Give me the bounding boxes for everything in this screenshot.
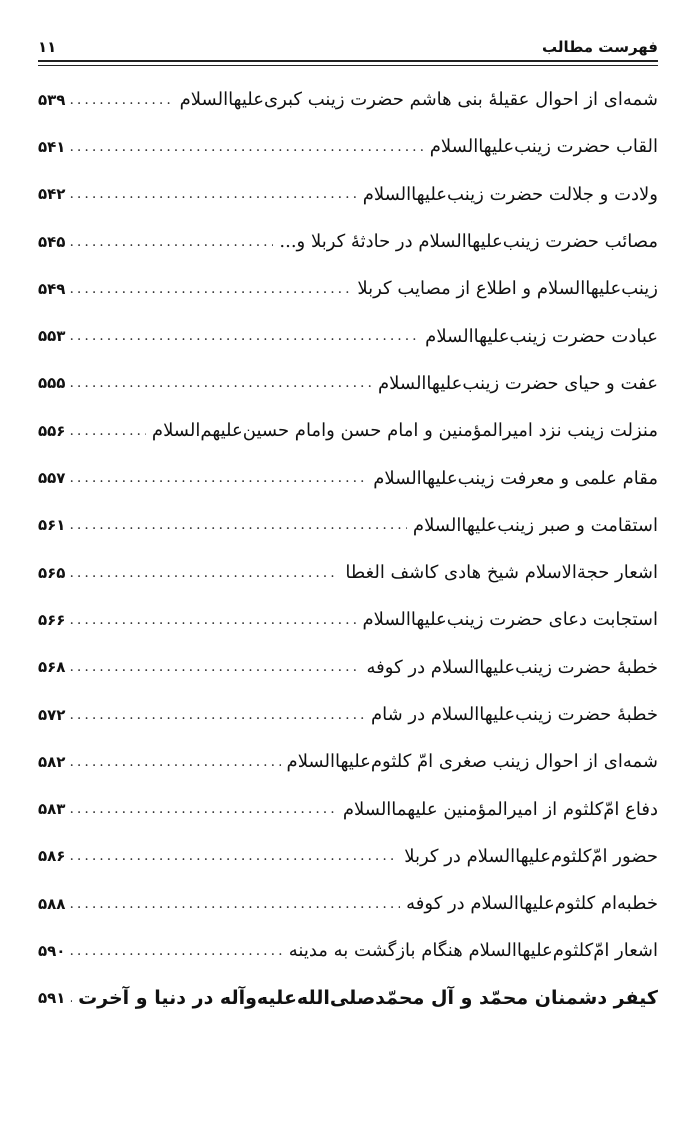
header-page-number: ۱۱ [38,38,57,56]
toc-dot-leader [69,943,282,959]
toc-entry [38,785,658,832]
toc-entry-page: ۵۸۸ [38,894,66,913]
toc-entry-page: ۵۸۶ [38,847,66,866]
header-title: فهرست مطالب [542,38,658,56]
toc-entry-page: ۵۷۲ [38,705,66,724]
toc-entry-page: ۵۴۹ [38,279,66,298]
toc-entry [38,407,658,454]
toc-entry-title: عفت و حیای حضرت زینب‌عليها‌السلام [378,372,658,394]
header-rule-thin [38,65,658,66]
toc-entry-page: ۵۴۱ [38,137,66,156]
toc-entry [38,265,658,312]
toc-entry [38,312,658,359]
toc-entry-page: ۵۵۷ [38,469,66,488]
toc-entry-title: دفاع امّ‌کلثوم از امیرالمؤمنین علیهماالسلام [342,798,658,820]
toc-entry-title: حضور امّ‌کلثوم‌عليها‌السلام در کربلا [404,845,658,867]
toc-entry-page: ۵۳۹ [38,90,66,109]
toc-dot-leader [69,659,360,675]
toc-entry [38,549,658,596]
toc-dot-leader [69,896,400,912]
toc-entry-page: ۵۵۳ [38,327,66,346]
toc-entry-page: ۵۶۸ [38,658,66,677]
toc-dot-leader [69,186,356,202]
toc-dot-leader [69,375,372,391]
toc-entry-page: ۵۶۵ [38,563,66,582]
toc-entry-page: ۵۴۲ [38,185,66,204]
toc-entry [38,596,658,643]
toc-dot-leader [69,328,419,344]
toc-entry-page: ۵۸۲ [38,752,66,771]
toc-dot-leader [69,470,367,486]
toc-entry-title: القاب حضرت زینب‌عليها‌السلام [429,136,658,158]
toc-entry-title: زینب‌عليها‌السلام و اطلاع از مصایب کربلا [357,278,658,300]
toc-dot-leader [69,990,72,1006]
toc-dot-leader [69,517,406,533]
toc-entry [38,691,658,738]
toc-entry-page: ۵۶۶ [38,610,66,629]
toc-entry [38,738,658,785]
toc-entry-title: خطبهٔ حضرت زینب‌عليها‌السلام در کوفه [366,656,658,678]
running-header [38,32,658,56]
toc-entry-title: اشعار امّ‌کلثوم‌عليها‌السلام هنگام بازگشت به مدینه [288,940,658,962]
toc-entry-title: مصائب حضرت زینب‌عليها‌السلام در حادثهٔ کربلا و... [279,231,658,253]
toc-dot-leader [69,281,351,297]
toc-dot-leader [69,423,145,439]
table-of-contents [38,76,658,1022]
toc-entry [38,123,658,170]
toc-entry [38,927,658,974]
toc-entry [38,454,658,501]
toc-entry-page: ۵۹۰ [38,941,66,960]
toc-entry-page: ۵۴۵ [38,232,66,251]
toc-dot-leader [69,565,339,581]
toc-dot-leader [69,234,273,250]
toc-entry [38,833,658,880]
toc-dot-leader [69,848,398,864]
toc-entry-title: شمه‌ای از احوال زینب صغری امّ کلثوم‌عليها‌السلام [286,751,658,773]
toc-entry [38,360,658,407]
toc-entry-title: خطبهٔ حضرت زینب‌عليها‌السلام در شام [370,704,658,725]
header-rule-thick [38,60,658,62]
toc-entry-page: ۵۹۱ [38,989,66,1008]
book-page [38,0,658,1121]
toc-entry [38,644,658,691]
toc-dot-leader [69,801,336,817]
toc-entry-title: اشعار حجةالاسلام شیخ هادی کاشف الغطا [345,562,658,584]
toc-entry-title: منزلت زینب نزد امیرالمؤمنین و امام حسن وامام حسین‌عليهم‌السلام [151,420,658,442]
toc-entry-page: ۵۵۵ [38,374,66,393]
toc-dot-leader [69,754,280,770]
toc-dot-leader [69,92,173,108]
toc-entry-title: شمه‌ای از احوال عقیلهٔ بنی هاشم حضرت زینب کبری‌عليها‌السلام [179,89,658,111]
toc-entry [38,76,658,123]
toc-entry-page: ۵۸۳ [38,800,66,819]
toc-entry [38,502,658,549]
toc-entry [38,218,658,265]
toc-entry-title: مقام علمی و معرفت زینب‌عليها‌السلام [373,467,658,489]
toc-entry-page: ۵۶۱ [38,516,66,535]
toc-entry [38,975,658,1022]
toc-entry-title: استجابت دعای حضرت زینب‌عليها‌السلام [362,609,658,631]
toc-entry-title: ولادت و جلالت حضرت زینب‌عليها‌السلام [362,183,658,205]
toc-dot-leader [69,139,423,155]
toc-entry-page: ۵۵۶ [38,421,66,440]
toc-entry-title: عبادت حضرت زینب‌عليها‌السلام [425,325,658,347]
toc-entry [38,880,658,927]
toc-dot-leader [69,707,364,723]
toc-entry-title: استقامت و صبر زینب‌عليها‌السلام [412,514,658,536]
toc-entry-title: خطبه‌ام کلثوم‌عليها‌السلام در کوفه [406,893,658,915]
toc-dot-leader [69,612,356,628]
toc-entry [38,171,658,218]
toc-entry-title: کیفر دشمنان محمّد و آل محمّد‌صلی‌الله‌علیه‌وآله در دنیا و آخرت [78,987,658,1010]
